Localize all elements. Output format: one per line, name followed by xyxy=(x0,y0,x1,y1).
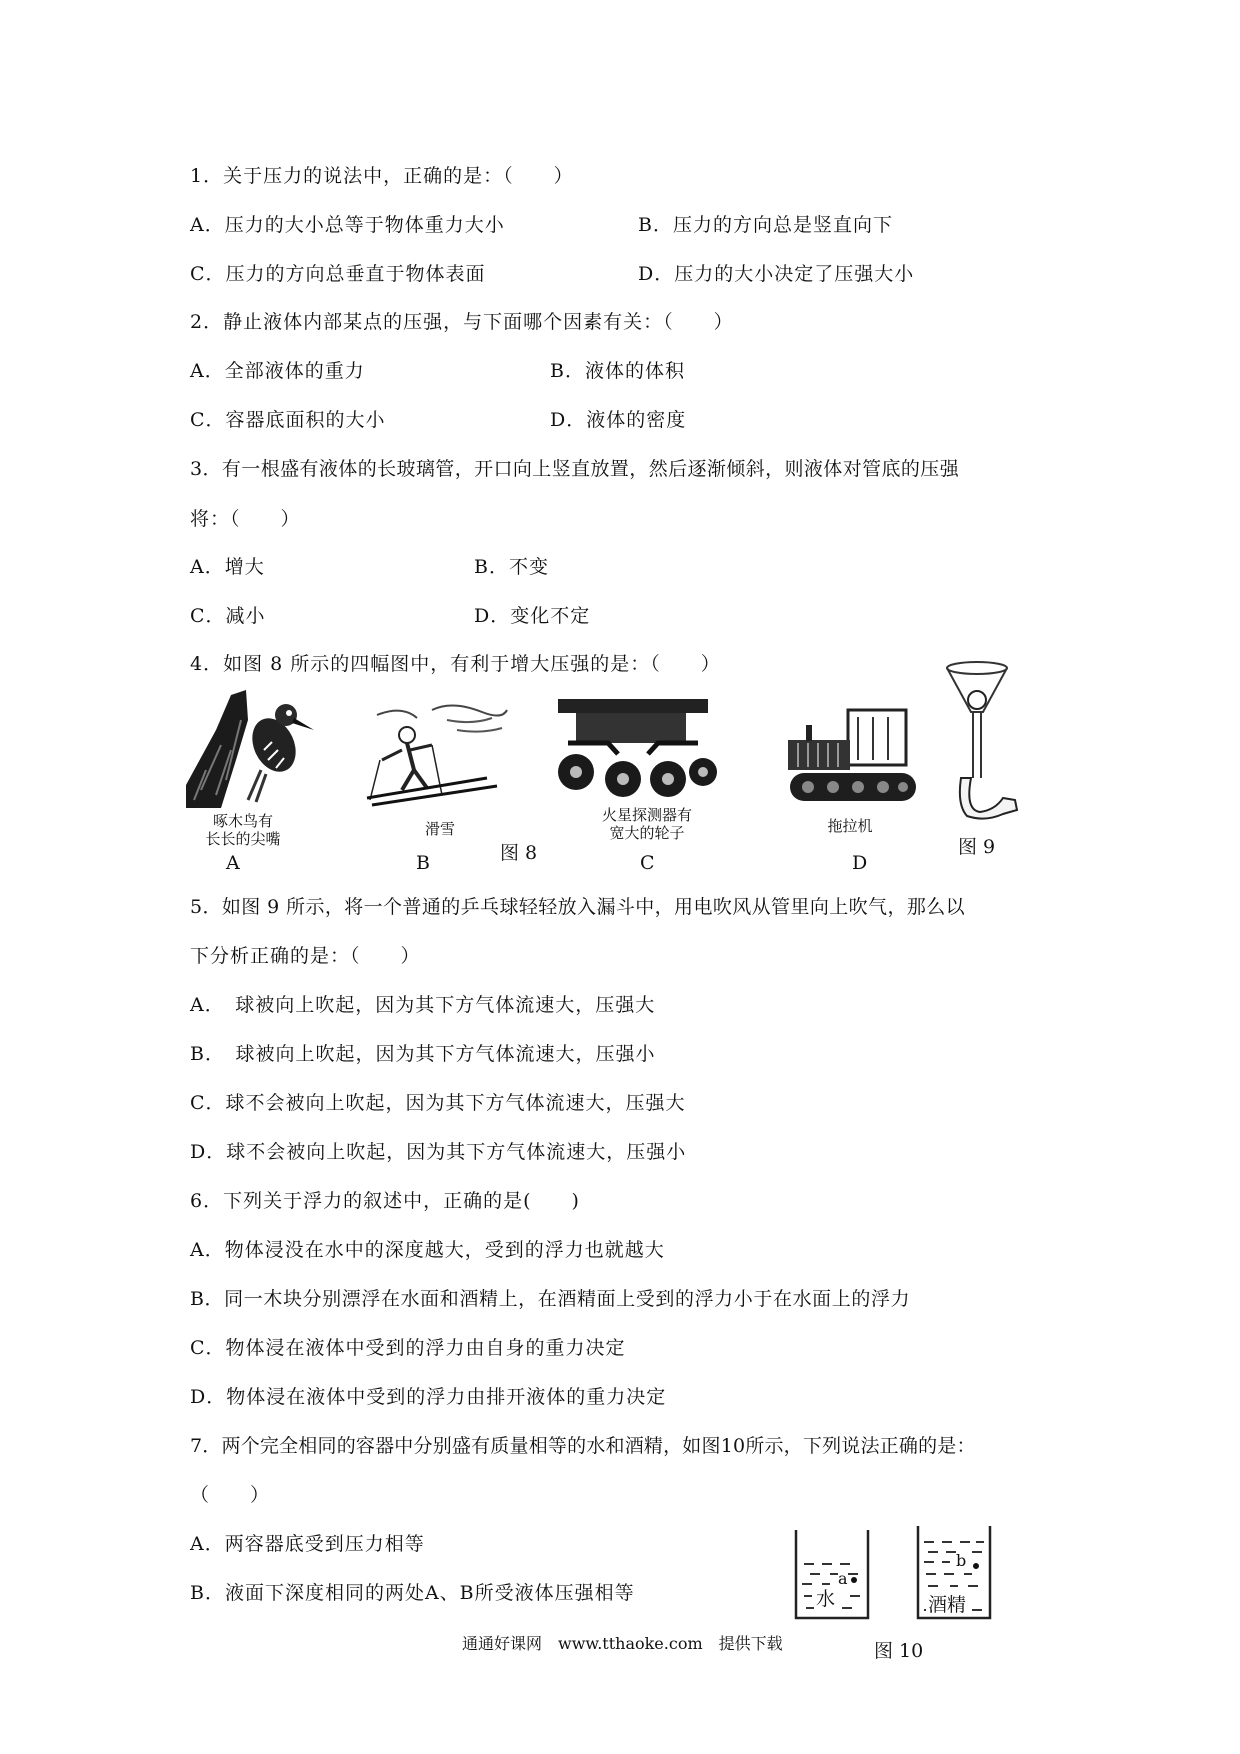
q3-stem-line2: 将：（ ） xyxy=(190,508,301,530)
q4-stem: 4．如图 8 所示的四幅图中，有利于增大压强的是：（ ） xyxy=(190,653,721,675)
q6-option-c: C．物体浸在液体中受到的浮力由自身的重力决定 xyxy=(190,1337,626,1359)
q6-option-d: D．物体浸在液体中受到的浮力由排开液体的重力决定 xyxy=(190,1386,667,1408)
q5-stem-line2: 下分析正确的是：（ ） xyxy=(190,945,421,967)
q5-option-b: B． 球被向上吹起，因为其下方气体流速大，压强小 xyxy=(190,1043,656,1065)
fig8-caption-a-line2: 长长的尖嘴 xyxy=(205,830,281,848)
q3-option-c: C．减小 xyxy=(190,605,266,627)
fig9-title: 图 9 xyxy=(958,836,996,858)
tractor-image xyxy=(778,705,928,813)
fig10-title: 图 10 xyxy=(874,1640,924,1662)
q2-option-c: C．容器底面积的大小 xyxy=(190,409,386,431)
q7-option-a: A．两容器底受到压力相等 xyxy=(190,1533,425,1555)
q1-option-c: C．压力的方向总垂直于物体表面 xyxy=(190,263,486,285)
q3-option-d: D．变化不定 xyxy=(474,605,591,627)
fig8-label-b: B xyxy=(416,852,430,874)
footer-source: 通通好课网 www.tthaoke.com 提供下载 xyxy=(462,1634,783,1653)
fig8-caption-b: 滑雪 xyxy=(424,820,455,838)
q2-stem: 2．静止液体内部某点的压强，与下面哪个因素有关：（ ） xyxy=(190,311,734,333)
q2-option-d: D．液体的密度 xyxy=(550,409,687,431)
q5-option-a: A． 球被向上吹起，因为其下方气体流速大，压强大 xyxy=(190,994,656,1016)
q1-stem: 1．关于压力的说法中，正确的是：（ ） xyxy=(190,165,574,187)
q5-option-c: C．球不会被向上吹起，因为其下方气体流速大，压强大 xyxy=(190,1092,686,1114)
fig10-water-label: 水 xyxy=(816,1588,836,1610)
q2-option-a: A．全部液体的重力 xyxy=(190,360,365,382)
mars-rover-image xyxy=(548,694,718,804)
q2-option-b: B．液体的体积 xyxy=(550,360,685,382)
funnel-ball-image xyxy=(935,660,1025,825)
skier-image xyxy=(362,700,512,810)
q1-option-a: A．压力的大小总等于物体重力大小 xyxy=(190,214,505,236)
q6-option-b: B．同一木块分别漂浮在水面和酒精上，在酒精面上受到的浮力小于在水面上的浮力 xyxy=(190,1288,911,1310)
q6-option-a: A．物体浸没在水中的深度越大，受到的浮力也就越大 xyxy=(190,1239,665,1261)
q3-option-a: A．增大 xyxy=(190,556,265,578)
q5-stem-line1: 5．如图 9 所示，将一个普通的乒乓球轻轻放入漏斗中，用电吹风从管里向上吹气，那么以 xyxy=(190,896,966,918)
woodpecker-image xyxy=(186,690,336,810)
fig10-point-a: a xyxy=(838,1569,848,1588)
q6-stem: 6．下列关于浮力的叙述中，正确的是( ) xyxy=(190,1190,580,1212)
fig10-alcohol-label: 酒精 xyxy=(928,1594,967,1616)
q1-option-d: D．压力的大小决定了压强大小 xyxy=(638,263,915,285)
q3-option-b: B．不变 xyxy=(474,556,549,578)
q7-stem-line2: （ ） xyxy=(190,1484,271,1506)
q7-option-b: B．液面下深度相同的两处A、B所受液体压强相等 xyxy=(190,1582,635,1604)
fig8-caption-d: 拖拉机 xyxy=(827,817,873,835)
fig8-label-d: D xyxy=(852,852,868,874)
fig8-label-a: A xyxy=(226,852,240,874)
q1-option-b: B．压力的方向总是竖直向下 xyxy=(638,214,893,236)
fig8-caption-a-line1: 啄木鸟有 xyxy=(212,812,273,830)
q3-stem-line1: 3．有一根盛有液体的长玻璃管，开口向上竖直放置，然后逐渐倾斜，则液体对管底的压强 xyxy=(190,458,960,480)
fig8-label-c: C xyxy=(640,852,655,874)
fig10-point-b: b xyxy=(956,1551,967,1570)
fig8-caption-c-line1: 火星探测器有 xyxy=(601,806,692,824)
fig8-title: 图 8 xyxy=(500,842,538,864)
q5-option-d: D．球不会被向上吹起，因为其下方气体流速大，压强小 xyxy=(190,1141,687,1163)
q7-stem-line1: 7．两个完全相同的容器中分别盛有质量相等的水和酒精，如图10所示，下列说法正确的是： xyxy=(190,1435,976,1457)
fig8-caption-c-line2: 宽大的轮子 xyxy=(609,824,685,842)
